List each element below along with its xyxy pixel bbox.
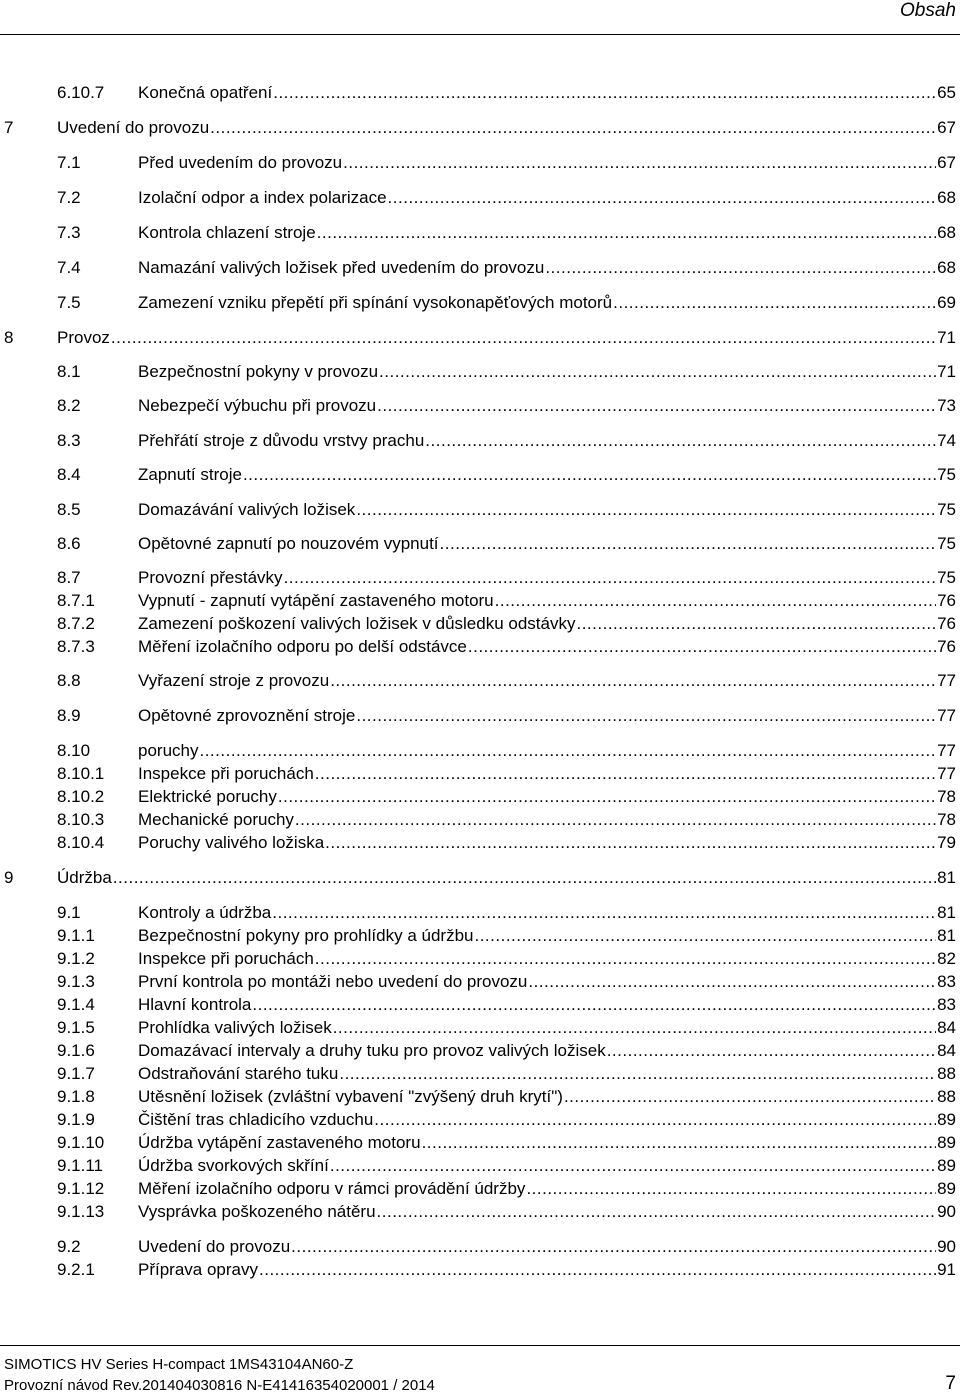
toc-entry-title: Domazávání valivých ložisek bbox=[138, 500, 356, 519]
toc-leader-dots bbox=[379, 360, 936, 384]
toc-entry-title-group bbox=[138, 1235, 956, 1259]
toc-entry[interactable] bbox=[0, 532, 956, 556]
toc-entry-title-group bbox=[138, 1154, 956, 1178]
toc-entry-title-group bbox=[138, 831, 956, 855]
toc-entry[interactable] bbox=[0, 1200, 956, 1224]
toc-entry-page: 90 bbox=[937, 1237, 956, 1256]
toc-entry-title-group bbox=[138, 970, 956, 994]
toc-entry[interactable] bbox=[0, 1108, 956, 1132]
toc-leader-dots bbox=[495, 589, 936, 613]
toc-leader-dots bbox=[388, 186, 937, 210]
toc-entry-title: Prohlídka valivých ložisek bbox=[138, 1018, 332, 1037]
toc-entry[interactable] bbox=[0, 612, 956, 636]
toc-entry-title-group bbox=[138, 186, 956, 210]
toc-entry-title: Provozní přestávky bbox=[138, 568, 283, 587]
toc-entry[interactable] bbox=[0, 589, 956, 613]
toc-entry-title-group bbox=[138, 394, 956, 418]
toc-entry-title: Kontrola chlazení stroje bbox=[138, 223, 316, 242]
toc-leader-dots bbox=[468, 635, 936, 659]
toc-leader-dots bbox=[315, 762, 936, 786]
toc-entry-number: 8.7.1 bbox=[57, 591, 95, 610]
toc-entry-title-group bbox=[57, 116, 956, 140]
toc-entry[interactable] bbox=[0, 566, 956, 590]
toc-leader-dots bbox=[199, 739, 936, 763]
toc-entry[interactable] bbox=[0, 291, 956, 315]
toc-entry-number: 9.1.6 bbox=[57, 1041, 95, 1060]
toc-leader-dots bbox=[330, 1154, 936, 1178]
toc-entry-title-group bbox=[138, 1177, 956, 1201]
toc-leader-dots bbox=[613, 291, 936, 315]
toc-entry[interactable] bbox=[0, 1154, 956, 1178]
toc-entry-page: 71 bbox=[937, 328, 956, 347]
toc-leader-dots bbox=[526, 1177, 936, 1201]
toc-entry-title: Měření izolačního odporu v rámci provádění údržby bbox=[138, 1179, 526, 1198]
toc-leader-dots bbox=[259, 1258, 936, 1282]
toc-entry[interactable] bbox=[0, 326, 956, 350]
toc-entry-number: 9 bbox=[4, 868, 14, 887]
toc-leader-dots bbox=[607, 1039, 936, 1063]
toc-entry-page: 84 bbox=[937, 1018, 956, 1037]
toc-leader-dots bbox=[343, 151, 936, 175]
toc-entry-page: 74 bbox=[937, 431, 956, 450]
toc-entry-number: 9.1.4 bbox=[57, 995, 95, 1014]
toc-leader-dots bbox=[356, 704, 936, 728]
toc-entry-title: Inspekce při poruchách bbox=[138, 764, 314, 783]
toc-entry[interactable] bbox=[0, 739, 956, 763]
toc-entry-number: 8.10.4 bbox=[57, 833, 105, 852]
toc-entry[interactable] bbox=[0, 1039, 956, 1063]
toc-entry-number: 9.2 bbox=[57, 1237, 81, 1256]
toc-leader-dots bbox=[284, 566, 937, 590]
toc-entry-title-group bbox=[138, 993, 956, 1017]
toc-entry-page: 67 bbox=[937, 153, 956, 172]
toc-entry-title-group bbox=[138, 291, 956, 315]
toc-entry-title: Provoz bbox=[57, 328, 110, 347]
toc-entry-page: 65 bbox=[937, 83, 956, 102]
toc-entry-number: 8.10.2 bbox=[57, 787, 105, 806]
toc-entry-title-group bbox=[138, 1200, 956, 1224]
toc-entry-page: 75 bbox=[937, 500, 956, 519]
toc-entry-title: Hlavní kontrola bbox=[138, 995, 252, 1014]
toc-leader-dots bbox=[422, 1131, 937, 1155]
toc-entry-title: Poruchy valivého ložiska bbox=[138, 833, 325, 852]
toc-entry-title: Uvedení do provozu bbox=[138, 1237, 291, 1256]
toc-entry-page: 81 bbox=[937, 926, 956, 945]
toc-entry[interactable] bbox=[0, 947, 956, 971]
toc-leader-dots bbox=[377, 1200, 937, 1224]
toc-entry-title: Uvedení do provozu bbox=[57, 118, 210, 137]
toc-entry-title: Elektrické poruchy bbox=[138, 787, 277, 806]
toc-leader-dots bbox=[377, 394, 936, 418]
toc-entry-page: 75 bbox=[937, 568, 956, 587]
toc-entry-number: 9.1.8 bbox=[57, 1087, 95, 1106]
toc-entry-title-group bbox=[138, 532, 956, 556]
toc-entry-title: Čištění tras chladicího vzduchu bbox=[138, 1110, 374, 1129]
toc-entry-title-group bbox=[138, 924, 956, 948]
toc-entry-title-group bbox=[138, 589, 956, 613]
toc-entry[interactable] bbox=[0, 704, 956, 728]
toc-entry-title: Údržba vytápění zastaveného motoru bbox=[138, 1133, 421, 1152]
toc-leader-dots bbox=[317, 221, 936, 245]
toc-entry-title-group bbox=[138, 901, 956, 925]
toc-entry-number: 8.3 bbox=[57, 431, 81, 450]
toc-entry-number: 8.5 bbox=[57, 500, 81, 519]
toc-entry-page: 77 bbox=[937, 671, 956, 690]
toc-entry-page: 88 bbox=[937, 1064, 956, 1083]
footer-product-name: SIMOTICS HV Series H-compact 1MS43104AN60-Z bbox=[4, 1356, 354, 1373]
toc-entry-page: 75 bbox=[937, 534, 956, 553]
toc-entry-page: 84 bbox=[937, 1041, 956, 1060]
toc-entry-title: Zamezení poškození valivých ložisek v důsledku odstávky bbox=[138, 614, 576, 633]
toc-entry-title-group bbox=[138, 566, 956, 590]
toc-entry-page: 73 bbox=[937, 396, 956, 415]
toc-entry-title: Zapnutí stroje bbox=[138, 465, 242, 484]
toc-entry[interactable] bbox=[0, 635, 956, 659]
toc-entry[interactable] bbox=[0, 866, 956, 890]
toc-leader-dots bbox=[528, 970, 936, 994]
toc-leader-dots bbox=[545, 256, 936, 280]
toc-entry-number: 9.1.10 bbox=[57, 1133, 105, 1152]
section-header-label: Obsah bbox=[900, 0, 956, 21]
toc-entry-page: 68 bbox=[937, 258, 956, 277]
toc-entry-number: 9.1 bbox=[57, 903, 81, 922]
toc-entry-title-group bbox=[138, 785, 956, 809]
toc-leader-dots bbox=[273, 81, 936, 105]
toc-entry-page: 76 bbox=[937, 591, 956, 610]
toc-entry-number: 6.10.7 bbox=[57, 83, 105, 102]
toc-entry[interactable] bbox=[0, 360, 956, 384]
toc-entry-title-group bbox=[138, 808, 956, 832]
toc-entry-title: Měření izolačního odporu po delší odstávce bbox=[138, 637, 467, 656]
toc-entry[interactable] bbox=[0, 394, 956, 418]
toc-entry-title-group bbox=[57, 866, 956, 890]
toc-leader-dots bbox=[315, 947, 936, 971]
toc-entry-title: Bezpečnostní pokyny pro prohlídky a údržbu bbox=[138, 926, 474, 945]
toc-entry-number: 8.7.2 bbox=[57, 614, 95, 633]
toc-entry-title: Mechanické poruchy bbox=[138, 810, 294, 829]
toc-entry-number: 8.7.3 bbox=[57, 637, 95, 656]
toc-entry-title-group bbox=[138, 1258, 956, 1282]
toc-entry-title-group bbox=[138, 739, 956, 763]
toc-entry[interactable] bbox=[0, 785, 956, 809]
toc-entry-title: Údržba svorkových skříní bbox=[138, 1156, 329, 1175]
toc-entry-title-group bbox=[138, 221, 956, 245]
toc-entry-number: 8.10.1 bbox=[57, 764, 105, 783]
toc-leader-dots bbox=[252, 993, 936, 1017]
toc-leader-dots bbox=[425, 429, 936, 453]
toc-entry-title: Přehřátí stroje z důvodu vrstvy prachu bbox=[138, 431, 425, 450]
toc-entry-title: Vyřazení stroje z provozu bbox=[138, 671, 330, 690]
toc-entry-page: 77 bbox=[937, 706, 956, 725]
toc-entry-title: Opětovné zapnutí po nouzovém vypnutí bbox=[138, 534, 439, 553]
toc-entry-title-group bbox=[138, 612, 956, 636]
toc-leader-dots bbox=[111, 326, 936, 350]
toc-entry-number: 8.7 bbox=[57, 568, 81, 587]
toc-entry[interactable] bbox=[0, 808, 956, 832]
toc-entry-number: 9.1.2 bbox=[57, 949, 95, 968]
toc-entry-page: 77 bbox=[937, 741, 956, 760]
toc-entry-title-group bbox=[138, 81, 956, 105]
toc-entry-title-group bbox=[138, 1039, 956, 1063]
toc-entry-number: 8.10.3 bbox=[57, 810, 105, 829]
toc-leader-dots bbox=[333, 1016, 936, 1040]
toc-entry-number: 8.2 bbox=[57, 396, 81, 415]
toc-entry[interactable] bbox=[0, 924, 956, 948]
toc-entry-number: 8.9 bbox=[57, 706, 81, 725]
toc-entry-number: 8.8 bbox=[57, 671, 81, 690]
toc-leader-dots bbox=[330, 669, 936, 693]
toc-entry-number: 9.1.11 bbox=[57, 1156, 104, 1175]
toc-entry-title-group bbox=[138, 1131, 956, 1155]
toc-entry[interactable] bbox=[0, 221, 956, 245]
toc-entry-title-group bbox=[57, 326, 956, 350]
toc-entry-number: 9.1.12 bbox=[57, 1179, 105, 1198]
toc-entry[interactable] bbox=[0, 1016, 956, 1040]
toc-entry-title: Bezpečnostní pokyny v provozu bbox=[138, 362, 379, 381]
toc-entry-title: Odstraňování starého tuku bbox=[138, 1064, 339, 1083]
header-divider bbox=[0, 34, 960, 35]
toc-entry-title-group bbox=[138, 256, 956, 280]
toc-entry[interactable] bbox=[0, 498, 956, 522]
toc-entry[interactable] bbox=[0, 256, 956, 280]
footer-divider bbox=[0, 1345, 960, 1346]
toc-entry-title: Vypnutí - zapnutí vytápění zastaveného motoru bbox=[138, 591, 494, 610]
toc-entry-number: 8.6 bbox=[57, 534, 81, 553]
toc-entry[interactable] bbox=[0, 463, 956, 487]
toc-leader-dots bbox=[576, 612, 936, 636]
toc-entry-page: 89 bbox=[937, 1110, 956, 1129]
toc-entry-page: 67 bbox=[937, 118, 956, 137]
toc-entry-title-group bbox=[138, 1016, 956, 1040]
toc-entry-title-group bbox=[138, 1085, 956, 1109]
toc-entry[interactable] bbox=[0, 81, 956, 105]
toc-entry-page: 69 bbox=[937, 293, 956, 312]
toc-entry-title-group bbox=[138, 762, 956, 786]
toc-entry-title-group bbox=[138, 463, 956, 487]
toc-entry-number: 9.1.5 bbox=[57, 1018, 95, 1037]
toc-entry-title: Vysprávka poškozeného nátěru bbox=[138, 1202, 376, 1221]
toc-entry-title: Opětovné zprovoznění stroje bbox=[138, 706, 356, 725]
toc-entry-title: poruchy bbox=[138, 741, 199, 760]
toc-entry-title: Utěsnění ložisek (zvláštní vybavení "zvýšený druh krytí") bbox=[138, 1087, 563, 1106]
toc-entry[interactable] bbox=[0, 901, 956, 925]
toc-entry-title: Izolační odpor a index polarizace bbox=[138, 188, 387, 207]
toc-leader-dots bbox=[440, 532, 937, 556]
toc-entry-page: 91 bbox=[937, 1260, 956, 1279]
toc-entry-title: Namazání valivých ložisek před uvedením do provozu bbox=[138, 258, 545, 277]
toc-entry-page: 68 bbox=[937, 223, 956, 242]
toc-leader-dots bbox=[564, 1085, 936, 1109]
toc-entry-page: 76 bbox=[937, 637, 956, 656]
toc-entry[interactable] bbox=[0, 1062, 956, 1086]
toc-entry-page: 68 bbox=[937, 188, 956, 207]
toc-entry-number: 7.2 bbox=[57, 188, 81, 207]
toc-entry-page: 78 bbox=[937, 787, 956, 806]
toc-entry[interactable] bbox=[0, 186, 956, 210]
toc-entry[interactable] bbox=[0, 669, 956, 693]
footer-document-info: Provozní návod Rev.201404030816 N-E41416354020001 / 2014 bbox=[4, 1377, 435, 1394]
toc-entry-title-group bbox=[138, 635, 956, 659]
toc-entry-page: 82 bbox=[937, 949, 956, 968]
toc-entry[interactable] bbox=[0, 116, 956, 140]
toc-entry-number: 9.1.1 bbox=[57, 926, 95, 945]
toc-entry-page: 71 bbox=[937, 362, 956, 381]
toc-entry-page: 77 bbox=[937, 764, 956, 783]
toc-entry-title-group bbox=[138, 669, 956, 693]
toc-entry-page: 81 bbox=[937, 868, 956, 887]
toc-leader-dots bbox=[325, 831, 936, 855]
toc-leader-dots bbox=[295, 808, 936, 832]
toc-entry-page: 81 bbox=[937, 903, 956, 922]
toc-leader-dots bbox=[272, 901, 936, 925]
toc-entry-title-group bbox=[138, 947, 956, 971]
toc-entry[interactable] bbox=[0, 429, 956, 453]
toc-entry-page: 89 bbox=[937, 1156, 956, 1175]
toc-entry-number: 7.1 bbox=[57, 153, 81, 172]
toc-entry[interactable] bbox=[0, 970, 956, 994]
toc-leader-dots bbox=[243, 463, 936, 487]
toc-leader-dots bbox=[210, 116, 936, 140]
toc-entry-title: Příprava opravy bbox=[138, 1260, 258, 1279]
toc-entry-page: 79 bbox=[937, 833, 956, 852]
toc-entry-page: 90 bbox=[937, 1202, 956, 1221]
toc-entry[interactable] bbox=[0, 1258, 956, 1282]
toc-entry-number: 7 bbox=[4, 118, 14, 137]
toc-entry-number: 8.1 bbox=[57, 362, 81, 381]
toc-entry-number: 8.4 bbox=[57, 465, 81, 484]
toc-entry-page: 83 bbox=[937, 995, 956, 1014]
toc-entry-number: 9.1.13 bbox=[57, 1202, 105, 1221]
toc-entry[interactable] bbox=[0, 1235, 956, 1259]
toc-entry-page: 89 bbox=[937, 1133, 956, 1152]
footer-page-number: 7 bbox=[945, 1373, 956, 1394]
toc-entry-number: 7.4 bbox=[57, 258, 81, 277]
toc-entry-number: 9.2.1 bbox=[57, 1260, 95, 1279]
toc-leader-dots bbox=[291, 1235, 936, 1259]
toc-entry-page: 75 bbox=[937, 465, 956, 484]
toc-entry-number: 8.10 bbox=[57, 741, 91, 760]
toc-entry-title-group bbox=[138, 360, 956, 384]
toc-entry-number: 9.1.7 bbox=[57, 1064, 95, 1083]
toc-leader-dots bbox=[339, 1062, 936, 1086]
toc-leader-dots bbox=[374, 1108, 936, 1132]
toc-entry-title-group bbox=[138, 429, 956, 453]
toc-leader-dots bbox=[113, 866, 936, 890]
toc-entry-number: 9.1.3 bbox=[57, 972, 95, 991]
toc-entry-title: Konečná opatření bbox=[138, 83, 273, 102]
toc-entry-title: Údržba bbox=[57, 868, 112, 887]
toc-entry-title-group bbox=[138, 1108, 956, 1132]
toc-entry-title: Domazávací intervaly a druhy tuku pro provoz valivých ložisek bbox=[138, 1041, 606, 1060]
toc-entry-title-group bbox=[138, 704, 956, 728]
toc-entry[interactable] bbox=[0, 1177, 956, 1201]
toc-entry-number: 8 bbox=[4, 328, 14, 347]
toc-entry-number: 7.5 bbox=[57, 293, 81, 312]
toc-entry[interactable] bbox=[0, 1085, 956, 1109]
toc-entry-title: Inspekce při poruchách bbox=[138, 949, 314, 968]
toc-entry-page: 78 bbox=[937, 810, 956, 829]
toc-leader-dots bbox=[278, 785, 936, 809]
toc-entry-title: Kontroly a údržba bbox=[138, 903, 272, 922]
toc-entry[interactable] bbox=[0, 993, 956, 1017]
toc-entry-title: Před uvedením do provozu bbox=[138, 153, 343, 172]
toc-entry-title: První kontrola po montáži nebo uvedení do provozu bbox=[138, 972, 528, 991]
toc-entry-number: 7.3 bbox=[57, 223, 81, 242]
toc-entry-page: 83 bbox=[937, 972, 956, 991]
toc-entry[interactable] bbox=[0, 1131, 956, 1155]
toc-entry-title: Zamezení vzniku přepětí při spínání vysokonapěťových motorů bbox=[138, 293, 613, 312]
toc-entry[interactable] bbox=[0, 151, 956, 175]
toc-entry-page: 76 bbox=[937, 614, 956, 633]
toc-leader-dots bbox=[356, 498, 936, 522]
toc-entry-title-group bbox=[138, 1062, 956, 1086]
toc-entry-title-group bbox=[138, 498, 956, 522]
toc-entry-title: Nebezpečí výbuchu při provozu bbox=[138, 396, 377, 415]
toc-entry[interactable] bbox=[0, 831, 956, 855]
toc-entry-page: 89 bbox=[937, 1179, 956, 1198]
toc-entry-title-group bbox=[138, 151, 956, 175]
toc-entry[interactable] bbox=[0, 762, 956, 786]
toc-leader-dots bbox=[474, 924, 936, 948]
toc-entry-page: 88 bbox=[937, 1087, 956, 1106]
toc-entry-number: 9.1.9 bbox=[57, 1110, 95, 1129]
